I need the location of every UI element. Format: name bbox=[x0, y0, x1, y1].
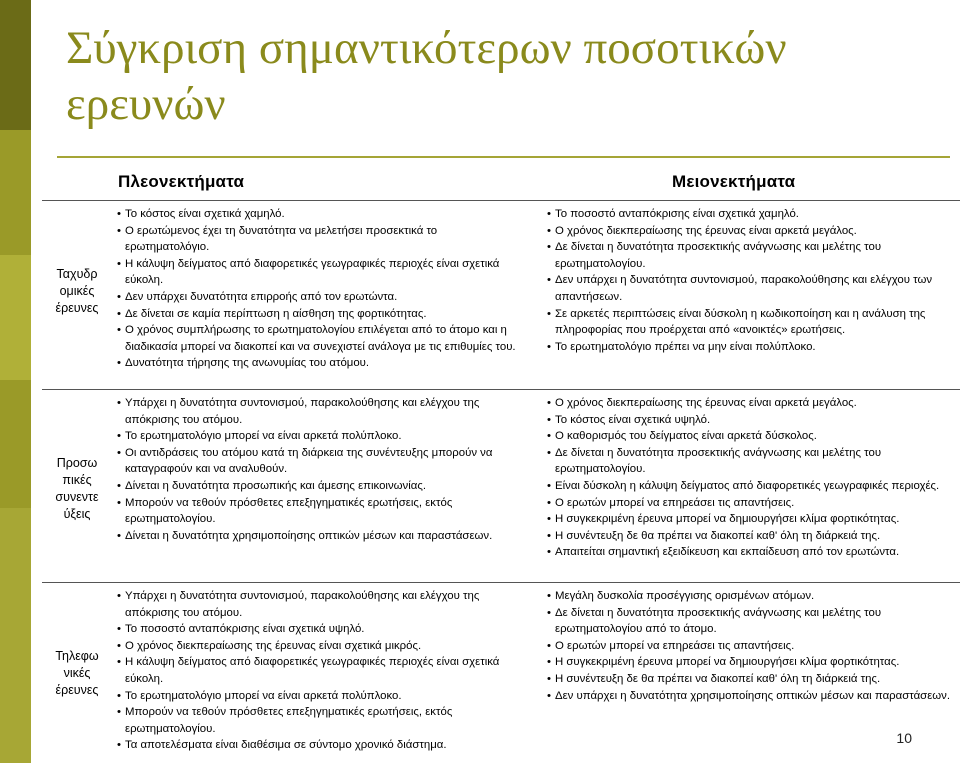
list-item: • Δεν υπάρχει η δυνατότητα συντονισμού, παρακολούθησης και ελέγχου των απαντήσεων. bbox=[547, 272, 957, 305]
list-item: • Ο ερωτών μπορεί να επηρεάσει τις απαντήσεις. bbox=[547, 638, 957, 655]
list-item: • Δε δίνεται η δυνατότητα προσεκτικής ανάγνωσης και μελέτης του ερωτηματολογίου. bbox=[547, 239, 957, 272]
list-item: • Μπορούν να τεθούν πρόσθετες επεξηγηματικές ερωτήσεις, εκτός ερωτηματολογίου. bbox=[117, 704, 517, 737]
disadvantages-list bbox=[547, 588, 957, 704]
list-item: • Δίνεται η δυνατότητα χρησιμοποίησης οπτικών μέσων και παραστάσεων. bbox=[117, 528, 517, 545]
list-item: • Το ποσοστό ανταπόκρισης είναι σχετικά χαμηλό. bbox=[547, 206, 957, 223]
list-item: • Ο χρόνος διεκπεραίωσης της έρευνας είναι σχετικά μικρός. bbox=[117, 638, 517, 655]
row-divider bbox=[42, 200, 960, 201]
disadvantages-list bbox=[547, 395, 957, 561]
list-item: • Το ποσοστό ανταπόκρισης είναι σχετικά υψηλό. bbox=[117, 621, 517, 638]
title-underline bbox=[57, 156, 950, 158]
header-advantages: Πλεονεκτήματα bbox=[118, 172, 245, 191]
list-item: • Το κόστος είναι σχετικά χαμηλό. bbox=[117, 206, 517, 223]
row-divider bbox=[42, 389, 960, 390]
slide-title: Σύγκριση σημαντικότερων ποσοτικών ερευνών bbox=[66, 22, 787, 130]
list-item: • Δίνεται η δυνατότητα προσωπικής και άμεσης επικοινωνίας. bbox=[117, 478, 517, 495]
list-item: • Η συγκεκριμένη έρευνα μπορεί να δημιουργήσει κλίμα φορτικότητας. bbox=[547, 511, 957, 528]
list-item: • Η κάλυψη δείγματος από διαφορετικές γεωγραφικές περιοχές είναι σχετικά εύκολη. bbox=[117, 256, 517, 289]
list-item: • Δε δίνεται η δυνατότητα προσεκτικής ανάγνωσης και μελέτης του ερωτηματολογίου από το άτομο. bbox=[547, 605, 957, 638]
row-label: Ταχυδρ ομικές έρευνες bbox=[55, 267, 99, 315]
list-item: • Οι αντιδράσεις του ατόμου κατά τη διάρκεια της συνέντευξης μπορούν να καταγραφούν και να αναλυθούν. bbox=[117, 445, 517, 478]
list-item: • Η συγκεκριμένη έρευνα μπορεί να δημιουργήσει κλίμα φορτικότητας. bbox=[547, 654, 957, 671]
list-item: • Η κάλυψη δείγματος από διαφορετικές γεωγραφικές περιοχές είναι σχετικά εύκολη. bbox=[117, 654, 517, 687]
list-item: • Είναι δύσκολη η κάλυψη δείγματος από διαφορετικές γεωγραφικές περιοχές. bbox=[547, 478, 957, 495]
list-item: • Δυνατότητα τήρησης της ανωνυμίας του ατόμου. bbox=[117, 355, 517, 372]
disadvantages-list bbox=[547, 206, 957, 355]
row-label: Τηλεφω νικές έρευνες bbox=[55, 649, 99, 697]
row-label: Προσω πικές συνεντε ύξεις bbox=[55, 456, 99, 521]
list-item: • Ο καθορισμός του δείγματος είναι αρκετά δύσκολος. bbox=[547, 428, 957, 445]
list-item: • Ο χρόνος διεκπεραίωσης της έρευνας είναι αρκετά μεγάλος. bbox=[547, 395, 957, 412]
list-item: • Απαιτείται σημαντική εξειδίκευση και εκπαίδευση από τον ερωτώντα. bbox=[547, 544, 957, 561]
list-item: • Ο ερωτώμενος έχει τη δυνατότητα να μελετήσει προσεκτικά το ερωτηματολόγιο. bbox=[117, 223, 517, 256]
list-item: • Δεν υπάρχει δυνατότητα επιρροής από τον ερωτώντα. bbox=[117, 289, 517, 306]
list-item: • Δε δίνεται η δυνατότητα προσεκτικής ανάγνωσης και μελέτης του ερωτηματολογίου. bbox=[547, 445, 957, 478]
list-item: • Ο χρόνος διεκπεραίωσης της έρευνας είναι αρκετά μεγάλος. bbox=[547, 223, 957, 240]
advantages-list bbox=[117, 206, 517, 372]
list-item: • Το κόστος είναι σχετικά υψηλό. bbox=[547, 412, 957, 429]
list-item: • Ο χρόνος συμπλήρωσης το ερωτηματολογίου επιλέγεται από το άτομο και η διαδικασία μπορεί να διακοπεί και να συνεχιστεί ανάλογα με τις επιθυμίες του. bbox=[117, 322, 517, 355]
list-item: • Η συνέντευξη δε θα πρέπει να διακοπεί καθ' όλη τη διάρκειά της. bbox=[547, 671, 957, 688]
list-item: • Υπάρχει η δυνατότητα συντονισμού, παρακολούθησης και ελέγχου της απόκρισης του ατόμου. bbox=[117, 395, 517, 428]
list-item: • Τα αποτελέσματα είναι διαθέσιμα σε σύντομο χρονικό διάστημα. bbox=[117, 737, 517, 754]
side-decoration-bar bbox=[0, 0, 31, 763]
list-item: • Ο ερωτών μπορεί να επηρεάσει τις απαντήσεις. bbox=[547, 495, 957, 512]
page-number: 10 bbox=[896, 730, 912, 746]
list-item: • Δε δίνεται σε καμία περίπτωση η αίσθηση της φορτικότητας. bbox=[117, 306, 517, 323]
list-item: • Το ερωτηματολόγιο μπορεί να είναι αρκετά πολύπλοκο. bbox=[117, 428, 517, 445]
header-disadvantages: Μειονεκτήματα bbox=[672, 172, 796, 191]
list-item: • Μεγάλη δυσκολία προσέγγισης ορισμένων ατόμων. bbox=[547, 588, 957, 605]
list-item: • Το ερωτηματολόγιο μπορεί να είναι αρκετά πολύπλοκο. bbox=[117, 688, 517, 705]
advantages-list bbox=[117, 395, 517, 544]
list-item: • Δεν υπάρχει η δυνατότητα χρησιμοποίησης οπτικών μέσων και παραστάσεων. bbox=[547, 688, 957, 705]
list-item: • Μπορούν να τεθούν πρόσθετες επεξηγηματικές ερωτήσεις, εκτός ερωτηματολογίου. bbox=[117, 495, 517, 528]
advantages-list bbox=[117, 588, 517, 754]
row-divider bbox=[42, 582, 960, 583]
list-item: • Το ερωτηματολόγιο πρέπει να μην είναι πολύπλοκο. bbox=[547, 339, 957, 356]
list-item: • Υπάρχει η δυνατότητα συντονισμού, παρακολούθησης και ελέγχου της απόκρισης του ατόμου. bbox=[117, 588, 517, 621]
list-item: • Σε αρκετές περιπτώσεις είναι δύσκολη η κωδικοποίηση και η ανάλυση της πληροφορίας που προέρχεται από «ανοικτές» ερωτήσεις. bbox=[547, 306, 957, 339]
list-item: • Η συνέντευξη δε θα πρέπει να διακοπεί καθ' όλη τη διάρκειά της. bbox=[547, 528, 957, 545]
